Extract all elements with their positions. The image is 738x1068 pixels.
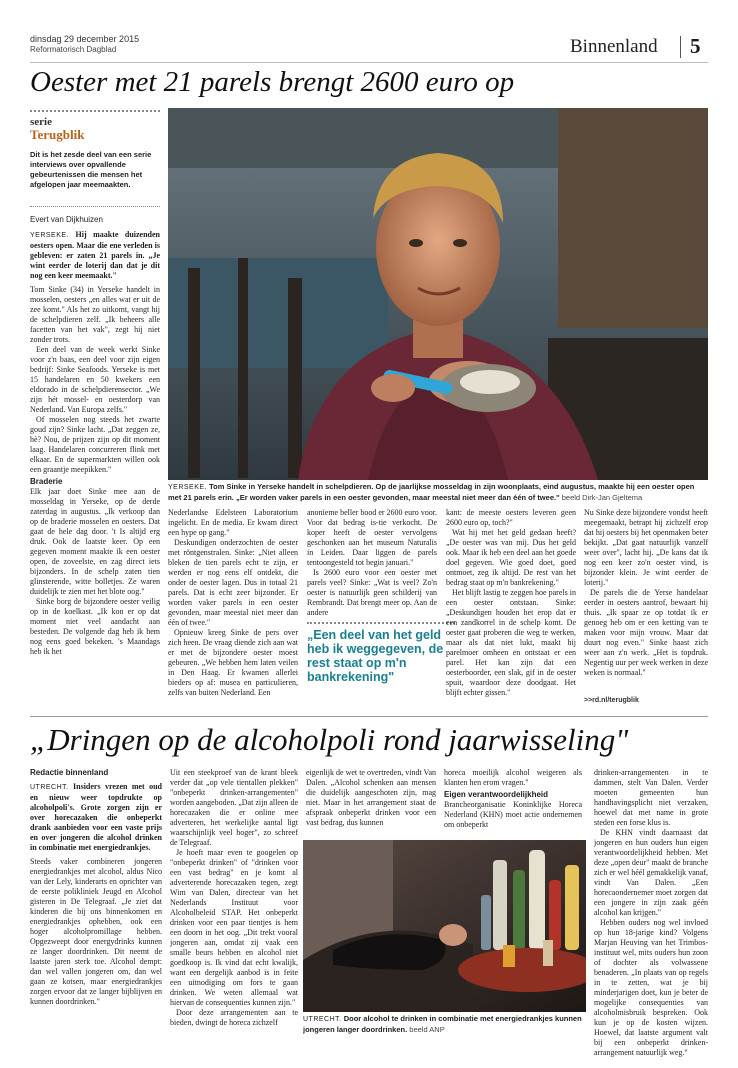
article1-byline: Evert van Dijkhuizen (30, 215, 103, 224)
article1-column-4: kant: de meeste oesters leveren geen 2600 euro op, toch?" Wat hij met het geld gedaan heeft? „De oester was van mij. Dus het geld ook. Maar ik heb een deel aan het goede doel gegeven. Wie goed doet, goed ontmoet, zeg ik altijd. De rest van het bedrag staat op m'n bankrekening." Het blijft lastig te zeggen hoe parels in een oester ontstaan. Sinke: „Deskundigen houden het erop dat er een zandkorrel in de schelp komt. De oester gaat proberen die weg te werken, maar als dat niet lukt, maakt hij parelmoer omheen en ontstaat er een parel. Het kan zijn dat een oesterboorder, een slak, gif in de oester spuit, waardoor deze doodgaat. Het blijft echter gissen." (446, 508, 576, 697)
article1-column-5: Nu Sinke deze bijzondere vondst heeft meegemaakt, betrapt hij zichzelf erop dat hij oesters bij het openmaken beter bekijkt. „Dat gaat natuurlijk vanzelf weer over", lacht hij. „De kans dat ik nog een keer zo'n oester vind, is bijzonder klein. Je wint eerder de loterij." De parels die de Yerse handelaar eerder in oesters aantrof, bewaart hij thuis. „Ik spaar ze op totdat ik er genoeg heb om er een ketting van te maken voor mijn vrouw. Maar dat duurt nog even." Sinke haast zich weer aan z'n werk. „Het is topdruk. Negentig uur per week werken in deze weken is normaal." (584, 508, 708, 677)
serie-intro: Dit is het zesde deel van een serie interviews over opvallende gebeurtenissen die mensen het afgelopen jaar meemaakten. (30, 150, 152, 189)
article1-column-1: YERSEKE. Hij maakte duizenden oesters open. Maar die ene verleden is gebleven: er zaten 21 parels in. „Je wint eerder de loterij dan dat je dit nog een keer meemaakt." Tom Sinke (34) in Yerseke handelt in mosselen, oesters „en alles wat er uit de zee komt." Als het zo uitkomt, vangt hij de schelpdieren zelf. „Ik beheers alle facetten van het vak", zegt hij niet zonder trots. Een deel van de week werkt Sinke voor z'n baas, een deel voor zijn eigen bedrijf: Sinke Seafoods. Yerseke is met 15 handelaren en 50 kwekers een eldorado in de schelpdierensector. „We zijn hét mossel- en oesterdorp van Nederland. Van Europa zelfs." Of mosselen nog steeds het zwarte goud zijn? Sinke lacht. „Dat zeggen ze, hè? Nou, de prijzen zijn op dit moment laag. Handelaren concurreren flink met elkaar. En de supermarkten willen ook een graantje meepikken." Braderie Elk jaar doet Sinke mee aan de mosseldag in Yerseke, op de derde zaterdag in augustus. „Ik verkoop dan op de braderie mosselen en oesters. Dat gaat de hele dag door. 't Is altijd erg druk. Ook de laatste keer. Op een gegeven moment maakte ik een oester open, de zoveelste, en zag direct iets bijzonders. In de schelp zaten tien glinsterende, witte bolletjes. Ze waren duidelijk te zien met het blote oog." Sinke borg de bijzondere oester veilig op in de koelkast. „Ik kon er op dat moment niet veel aandacht aan besteden. De volgende dag heb ik hem nog eens goed bekeken. 's Maandags heb ik het (30, 230, 160, 656)
terugblik-link[interactable]: >>rd.nl/terugblik (584, 697, 639, 704)
article2-column-2: Uit een steekproef van de krant bleek verder dat „op vele tientallen plekken" "onbeperkt drinken-arrangementen" worden aangeboden. „Dat zijn alleen de horecazaken die er online mee adverteren, het werkelijke aantal ligt waarschijnlijk veel hoger", zo schreef de Telegraaf. Je hoeft maar even te googelen op "onbeperkt drinken" of "drinken voor een vast bedrag" en je komt al adverterende horecazaken tegen, zegt Wim van Dalen, directeur van het Nederlands Instituut voor Alcoholbeleid STAP. Het onbeperkt drinken voor een paar tientjes is hem een doorn in het oog. „Dit trekt vooral jongeren aan, omdat zij vaak een smalle beurs hebben en alcohol niet goedkoop is. Ik vind dat echt kwalijk, want een dergelijk aanbod is in feite een uitnodiging om fors te gaan drinken. We weten allemaal wat hiervan de consequenties kunnen zijn." Door deze arrangementen aan te bieden, dwingt de horeca zichzelf (170, 768, 298, 1027)
article2-column-3: eigenlijk de wet te overtreden, vindt Van Dalen. „Alcohol schenken aan mensen die duidelijk aangeschoten zijn, mag niet. Maar in het arrangement staat de afspraak onbeperkt drinken voor een vast bedrag, dus kunnen (306, 768, 436, 827)
photo1-caption: YERSEKE. Tom Sinke in Yerseke handelt in schelpdieren. Op de jaarlijkse mosseldag in zijn woonplaats, eind augustus, maakte hij een oester open met 21 parels erin. „Er worden vaker parels in een oester gevonden, maar meestal niet meer dan één of twee." beeld Dirk-Jan Gjeltema (168, 482, 695, 502)
article1-column-2: Nederlandse Edelsteen Laboratorium ingelicht. En de media. Er kwam direct een hype op gang." Deskundigen onderzochten de oester met röntgenstralen. Sinke: „Niet alleen bleken de tien parels echt te zijn, er werden er nog eens elf ontdekt, die onder de oester lagen. Dus in totaal 21 parels. Dat is echt zeer bijzonder. Er worden vaker parels in een oester gevonden, maar meestal niet meer dan één of twee." Opnieuw kreeg Sinke de pers over zich heen. De vraag diende zich aan wat er met de bijzondere oester moest gebeuren. „We hebben hem laten veilen in Den Haag. Er kwamen allerlei bieders op af: musea en particulieren, zelfs van buiten Nederland. Een (168, 508, 298, 697)
serie-label: serie (30, 116, 52, 128)
article2-column-4: horeca moeilijk alcohol weigeren als klanten hen erom vragen." Eigen verantwoordelijkheid Brancheorganisatie Koninklijke Horeca Nederland (KHN) moet actie ondernemen om onbeperkt (444, 768, 582, 829)
intro-dotted-rule (30, 206, 160, 207)
section-title: Binnenland (570, 36, 658, 57)
article1-column-3: anonieme beller bood er 2600 euro voor. Voor dat bedrag is-tie verkocht. De koper heeft de oester vervolgens geschonken aan het museum Naturalis in Leiden. Daar liggen de parels tentoongesteld tot begin januari." Is 2600 euro voor een oester met parels veel? Sinke: „Wat is veel? Zo'n oester is natuurlijk geen schilderij van Rembrandt. Dat brengt meer op. Aan de andere (307, 508, 437, 617)
oyster-photo-illustration (168, 108, 708, 480)
alcohol-photo (303, 840, 586, 1012)
page-number: 5 (690, 34, 701, 58)
article2-headline: „Dringen op de alcoholpoli rond jaarwisseling" (30, 722, 629, 757)
pull-quote-rule (307, 622, 455, 624)
paper-name: Reformatorisch Dagblad (30, 45, 117, 54)
article2-byline: Redactie binnenland (30, 768, 109, 777)
issue-date: dinsdag 29 december 2015 (30, 34, 140, 44)
alcohol-photo-illustration (303, 840, 586, 1012)
article-separator (30, 716, 708, 717)
oyster-photo (168, 108, 708, 480)
article2-column-5: drinken-arrangementen in te dammen, stelt Van Dalen. Verder moeten gemeenten hun handhavingsplicht niet verzaken, hoewel dat met name in grote steden een forse klus is. De KHN vindt daarnaast dat jongeren en hun ouders hun eigen verantwoordelijkheid hebben. Met deze „open deur" maakt de branche zich er wel héél gemakkelijk vanaf, vindt Van Dalen. „Een horecaondernemer moet zorgen dat een jongere in zijn zaak géén alcohol kan krijgen." Hebben ouders nog wel invloed op hun 18-jarige kind? Volgens Marjan Heuving van het Trimbos-instituut wel, mits ouders hun zoon of dochter als volwassene benaderen. „In plaats van op regels in te zetten, wat je bij minderjarigen doet, kun je beter de mogelijke consequenties van alcoholmisbruik bespreken. Ook kun je op de kosten wijzen. Hoewel, dat laatste argument valt bij een onbeperkt drinken-arrangement natuurlijk weg." (594, 768, 708, 1057)
serie-title: Terugblik (30, 127, 85, 142)
serie-dotted-rule (30, 110, 160, 112)
photo2-caption: UTRECHT. Door alcohol te drinken in combinatie met energiedrankjes kunnen jongeren langer doordrinken. beeld ANP (303, 1014, 582, 1034)
pull-quote: „Een deel van het geld heb ik weggegeven, de rest staat op m'n bankrekening" (307, 628, 444, 684)
article2-column-1: UTRECHT. Insiders vrezen met oud en nieuw weer topdrukte op alcoholpoli's. Grote zorgen zijn er over horecazaken die onbeperkt drank aanbieden voor een vaste prijs en over jongeren die alcohol drinken in combinatie met energiedrankjes. Steeds vaker combineren jongeren energiedrankjes met alcohol, aldus Nico van der Lely, kinderarts en oprichter van de eerste polikliniek Jeugd en Alcohol gisteren in De Telegraaf. „Je ziet dat kinderen die bij ons binnenkomen en energiedrankjes ophebben, ook een hoger alcoholpromillage hebben. Opgezweept door energydrinks kunnen ze langer doordrinken. Dit neemt de laatste jaren sterk toe. Alcohol dempt: dan wel vallen jongeren om, dan wel gaan ze kotsen, maar energiedrankjes zorgen ervoor dat ze langer bijblijven en kunnen doordrinken." (30, 782, 162, 1006)
article1-headline: Oester met 21 parels brengt 2600 euro op (30, 66, 515, 98)
header-divider (680, 36, 681, 58)
